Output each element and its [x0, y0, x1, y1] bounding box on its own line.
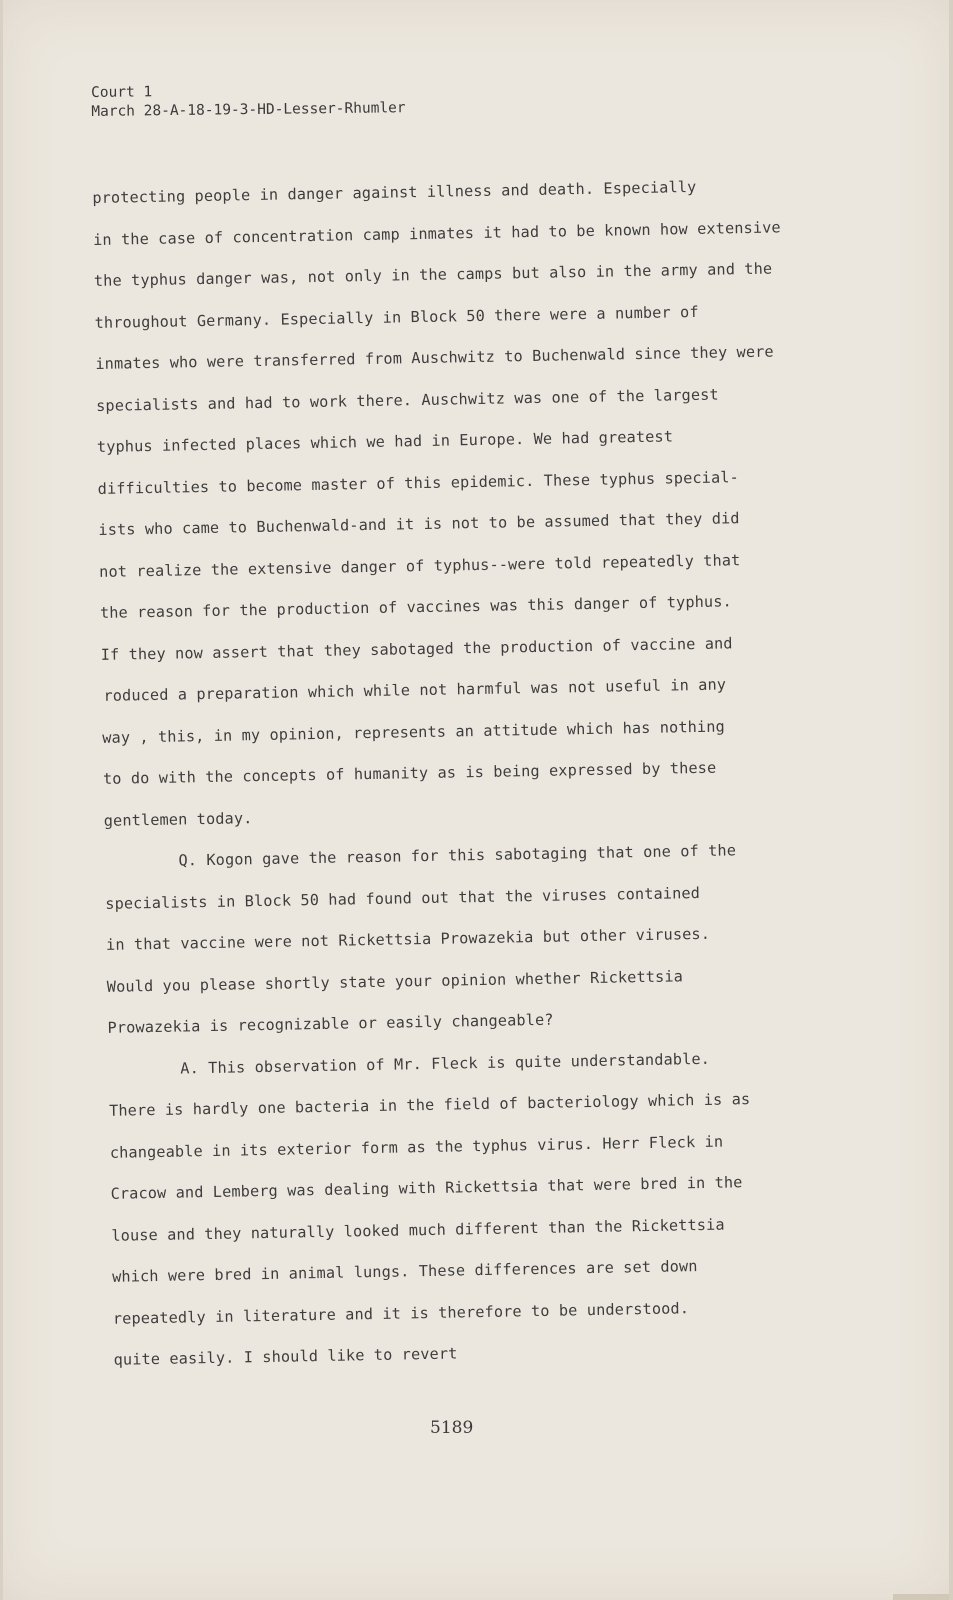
question-line: Q. Kogon gave the reason for this sabotaging that one of the	[178, 841, 737, 870]
text-line: difficulties to become master of this epidemic. These typhus special-	[97, 467, 740, 498]
document-header	[91, 80, 406, 122]
text-line: way , this, in my opinion, represents an attitude which has nothing	[102, 716, 726, 747]
text-line: quite easily. I should like to revert	[113, 1344, 458, 1369]
text-line: to do with the concepts of humanity as is being expressed by these	[102, 758, 717, 788]
text-line: specialists and had to work there. Auschwitz was one of the largest	[96, 385, 719, 415]
answer-line: A. This observation of Mr. Fleck is quite understandable.	[180, 1049, 711, 1078]
text-line: There is hardly one bacteria in the field of bacteriology which is as	[108, 1090, 751, 1120]
text-line: changeable in its exterior form as the typhus virus. Herr Fleck in	[109, 1132, 724, 1162]
text-line: specialists in Block 50 had found out that the viruses contained	[105, 883, 701, 913]
text-line: inmates who were transferred from Auschwitz to Buchenwald since they were	[95, 342, 774, 373]
text-line: repeatedly in literature and it is therefore to be understood.	[112, 1298, 690, 1328]
text-line: protecting people in danger against illness and death. Especially	[92, 177, 697, 207]
text-line: not realize the extensive danger of typhus--were told repeatedly that	[99, 550, 741, 581]
header-session-info: March 28-A-18-19-3-HD-Lesser-Rhumler	[91, 100, 406, 120]
text-line: which were bred in animal lungs. These differences are set down	[111, 1257, 698, 1286]
text-line: typhus infected places which we had in Europe. We had greatest	[96, 427, 674, 456]
text-line: ists who came to Buchenwald-and it is not to be assumed that they did	[98, 509, 740, 539]
text-line: in the case of concentration camp inmates it had to be known how extensive	[92, 217, 781, 249]
paper-edge-mark	[893, 1594, 953, 1600]
text-line: in that vaccine were not Rickettsia Prowazekia but other viruses.	[105, 924, 711, 954]
page-number: 5189	[430, 1418, 474, 1438]
text-line: louse and they naturally looked much different than the Rickettsia	[111, 1215, 725, 1245]
text-line: Prowazekia is recognizable or easily changeable?	[107, 1010, 554, 1037]
text-line: Would you please shortly state your opinion whether Rickettsia	[106, 966, 684, 996]
text-line: gentlemen today.	[103, 808, 253, 830]
header-court: Court 1	[91, 84, 153, 101]
text-line: throughout Germany. Especially in Block 50 there were a number of	[94, 302, 699, 332]
text-line: roduced a preparation which while not harmful was not useful in any	[103, 675, 727, 705]
text-line: If they now assert that they sabotaged the production of vaccine and	[100, 633, 733, 664]
text-line: the reason for the production of vaccines was this danger of typhus.	[99, 592, 732, 622]
text-line: Cracow and Lemberg was dealing with Rickettsia that were bred in the	[110, 1173, 743, 1203]
transcript-body	[92, 164, 894, 1382]
text-line: the typhus danger was, not only in the camps but also in the army and the	[93, 259, 773, 290]
